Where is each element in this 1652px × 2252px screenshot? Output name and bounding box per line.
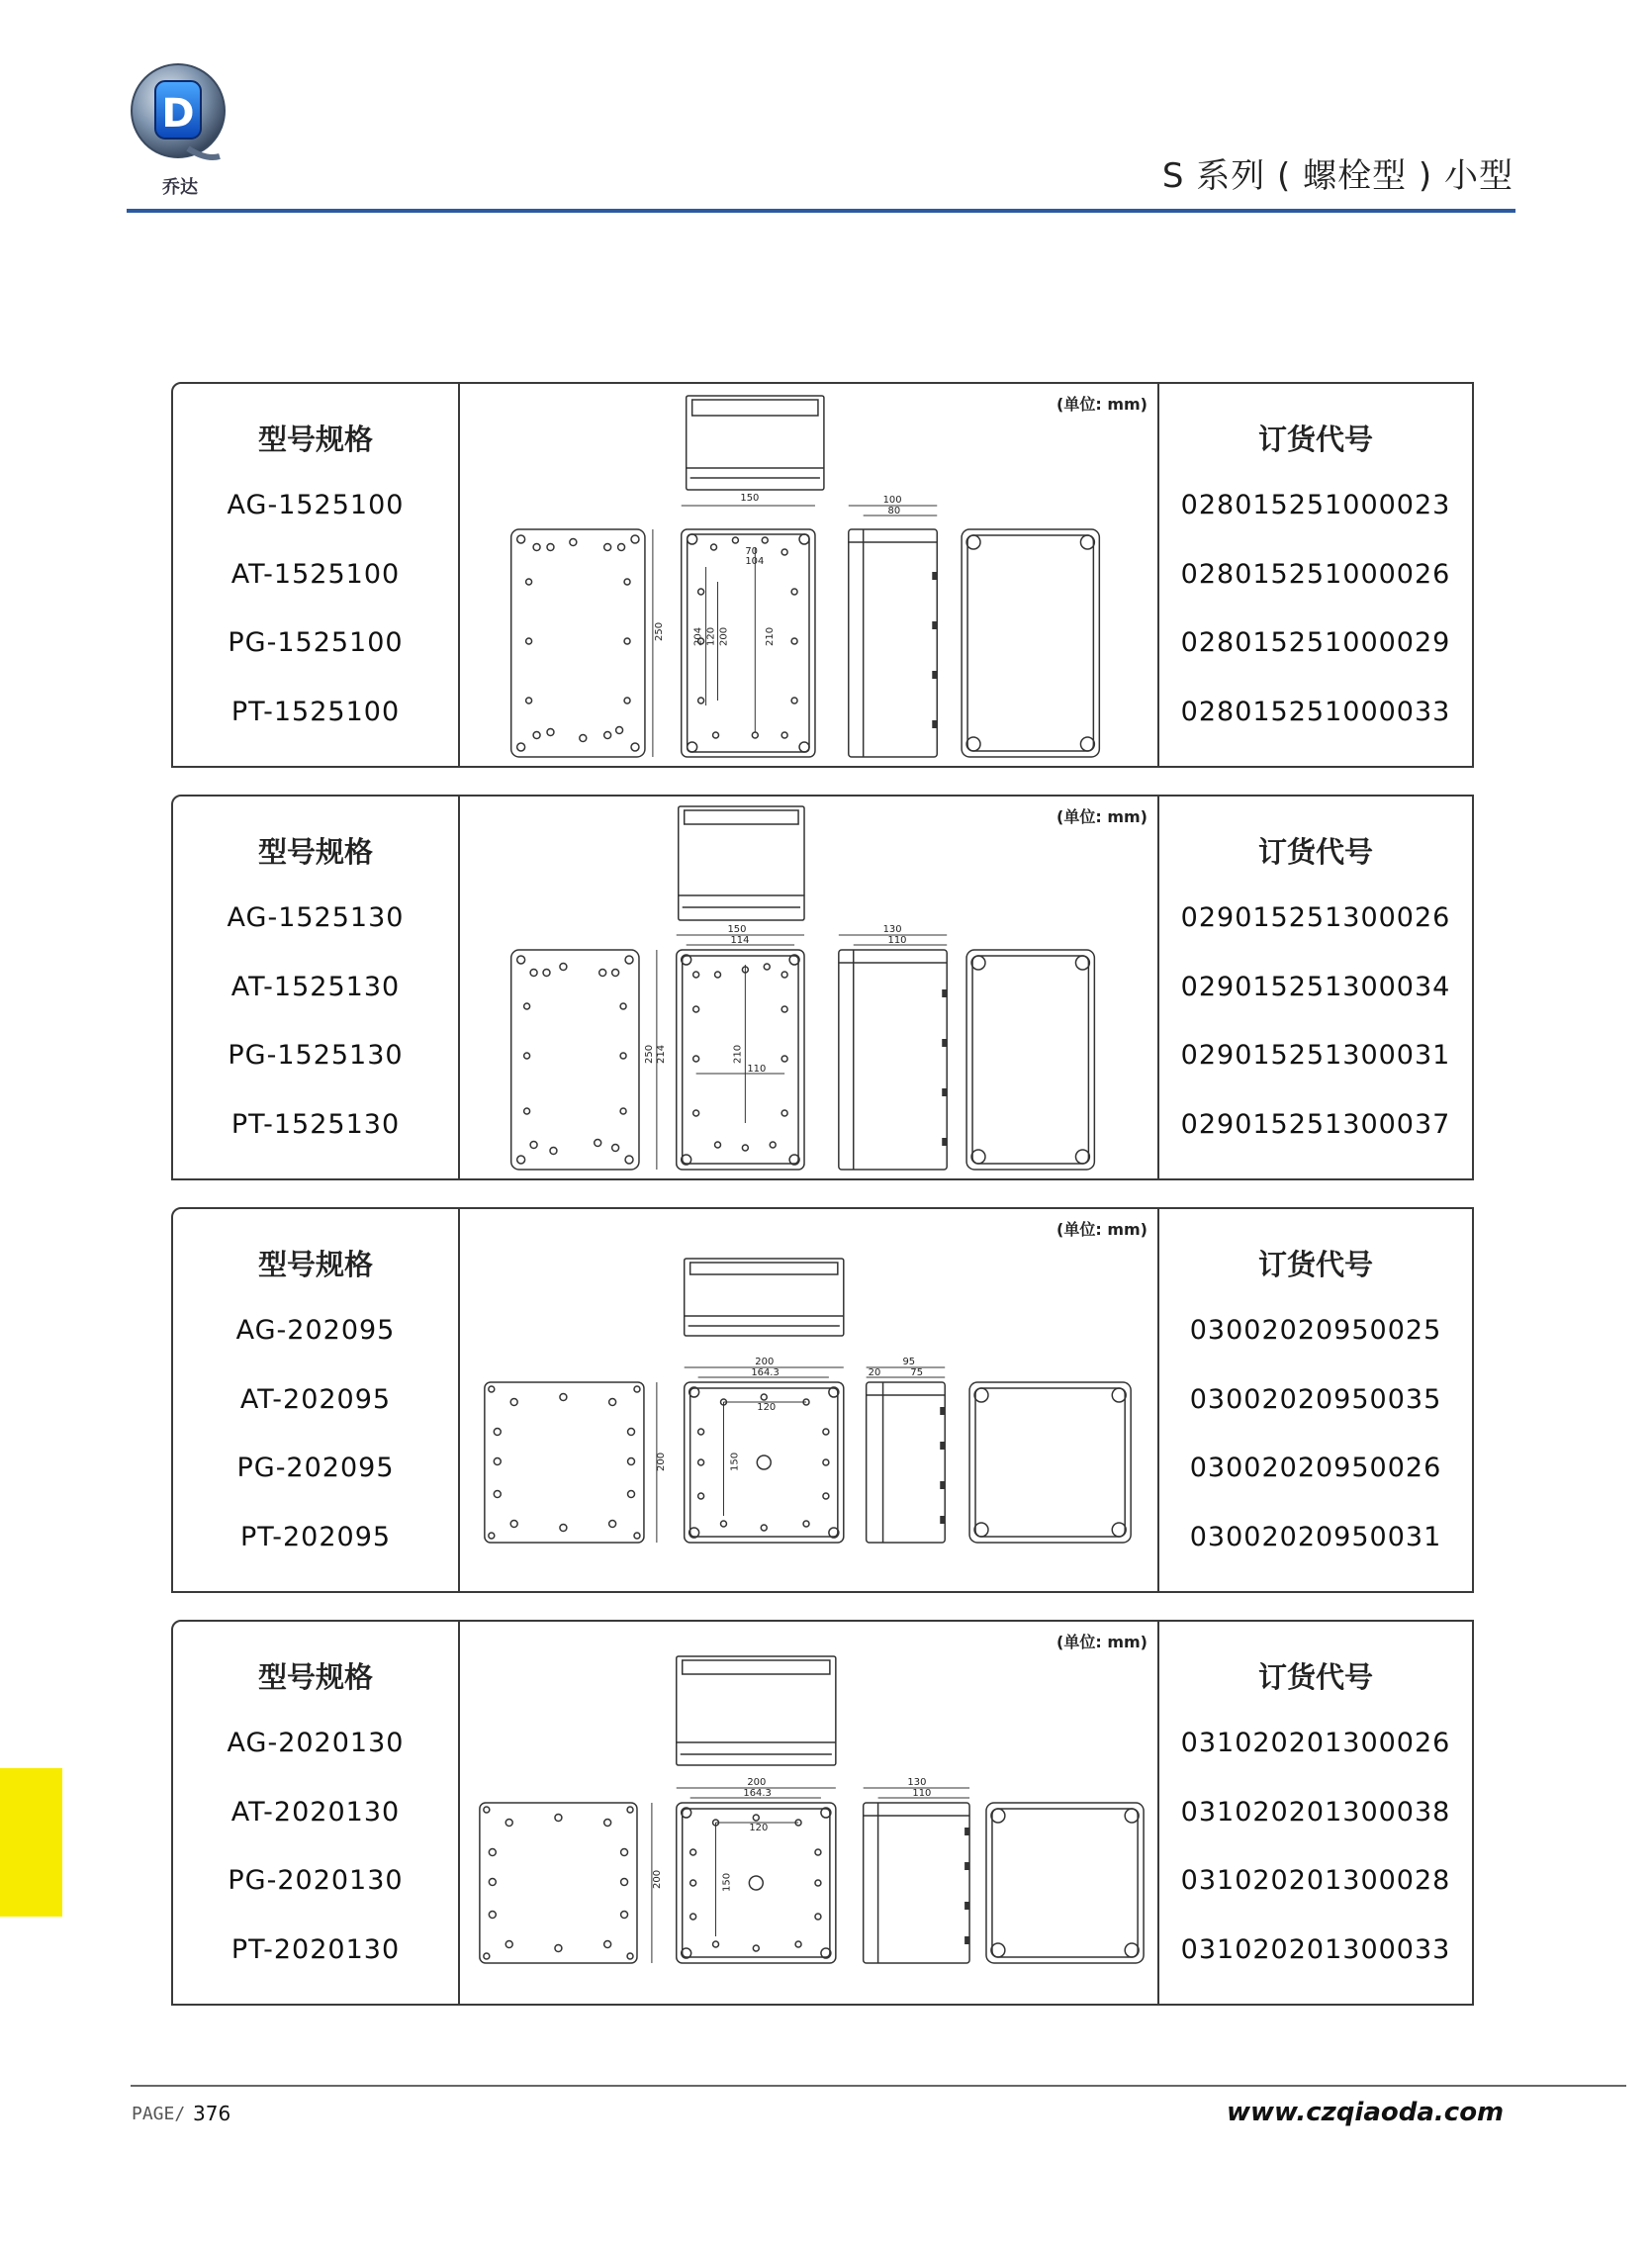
order-code: 031020201300033 — [1180, 1934, 1451, 1965]
order-code: 03002020950026 — [1189, 1453, 1442, 1483]
website-link[interactable]: www.czqiaoda.com — [1227, 2098, 1505, 2127]
dim-height-inner: 214 — [655, 1044, 667, 1064]
spec-column — [173, 1209, 460, 1591]
order-code: 031020201300038 — [1180, 1797, 1451, 1828]
dim-mount-w: 110 — [747, 1063, 767, 1076]
dim-mount-w: 120 — [749, 1822, 769, 1834]
dim-b: 104 — [745, 555, 765, 568]
order-code-column — [1157, 1209, 1472, 1591]
dim-depth-inner: 75 — [910, 1366, 924, 1379]
dim-width-inner: 164.3 — [751, 1366, 780, 1379]
dim-height: 200 — [651, 1869, 663, 1889]
spec-heading: 型号规格 — [257, 1660, 373, 1694]
product-section-2 — [171, 795, 1474, 1180]
dim-mount: 210 — [765, 626, 777, 646]
drawing-column — [460, 384, 1157, 766]
spec-column — [173, 384, 460, 766]
technical-drawing — [460, 1622, 1157, 2004]
dim-lid: 20 — [868, 1366, 881, 1379]
order-code-heading: 订货代号 — [1257, 835, 1373, 869]
drawing-column — [460, 1622, 1157, 2004]
order-code: 031020201300028 — [1180, 1865, 1451, 1896]
dim-depth: 100 — [882, 494, 902, 507]
dim-height: 250 — [653, 621, 665, 641]
model-name: PT-1525130 — [230, 1109, 401, 1140]
product-section-3 — [171, 1207, 1474, 1593]
model-name: AT-2020130 — [230, 1797, 401, 1828]
model-name: PT-202095 — [239, 1522, 392, 1552]
dim-mount: 210 — [732, 1044, 744, 1064]
technical-drawing — [460, 1209, 1157, 1591]
order-code-heading: 订货代号 — [1257, 422, 1373, 456]
logo-letter: D — [161, 91, 195, 137]
order-code-column — [1157, 797, 1472, 1178]
page-label: PAGE/ — [132, 2104, 186, 2124]
model-name: AG-202095 — [235, 1315, 396, 1346]
model-name: PG-1525100 — [228, 627, 404, 658]
order-code-heading: 订货代号 — [1257, 1248, 1373, 1281]
dim-mount: 150 — [729, 1452, 741, 1471]
section-marker-tab — [0, 1768, 62, 1917]
dim-depth: 130 — [882, 923, 902, 936]
page-title: S 系列 ( 螺栓型 ) 小型 — [1161, 156, 1514, 196]
order-code: 031020201300026 — [1180, 1728, 1451, 1758]
dim-width: 150 — [740, 492, 760, 505]
spec-heading: 型号规格 — [257, 422, 373, 456]
dim-width: 200 — [747, 1776, 767, 1789]
technical-drawing — [460, 384, 1157, 766]
dim-mount-w: 120 — [757, 1401, 777, 1414]
dim-depth-inner: 110 — [887, 934, 907, 947]
model-name: AG-1525130 — [227, 902, 405, 933]
order-code: 028015251000033 — [1180, 697, 1451, 727]
dim-width: 150 — [727, 923, 747, 936]
order-code: 03002020950025 — [1189, 1315, 1442, 1346]
dim-depth-inner: 80 — [887, 505, 901, 517]
dim-c: 204 — [692, 626, 704, 646]
unit-label: (单位: mm) — [1056, 1220, 1147, 1239]
order-code: 028015251000023 — [1180, 490, 1451, 520]
drawing-column — [460, 1209, 1157, 1591]
dim-depth-inner: 110 — [912, 1787, 932, 1800]
spec-column — [173, 1622, 460, 2004]
order-code-heading: 订货代号 — [1257, 1660, 1373, 1694]
company-logo — [129, 59, 237, 203]
order-code: 029015251300031 — [1180, 1040, 1451, 1071]
dim-width-inner: 114 — [730, 934, 750, 947]
order-code: 028015251000026 — [1180, 559, 1451, 590]
model-name: PG-202095 — [236, 1453, 395, 1483]
order-code: 03002020950035 — [1189, 1384, 1442, 1415]
order-code-column — [1157, 1622, 1472, 2004]
order-code-column — [1157, 384, 1472, 766]
order-code: 03002020950031 — [1189, 1522, 1442, 1552]
model-name: PT-1525100 — [230, 697, 401, 727]
product-section-4 — [171, 1620, 1474, 2006]
product-section-1 — [171, 382, 1474, 768]
order-code: 029015251300037 — [1180, 1109, 1451, 1140]
model-name: AG-1525100 — [227, 490, 405, 520]
header-divider — [127, 209, 1515, 213]
dim-d: 120 — [705, 626, 717, 646]
model-name: PG-1525130 — [228, 1040, 404, 1071]
model-name: AG-2020130 — [227, 1728, 405, 1758]
dim-depth: 130 — [907, 1776, 927, 1789]
order-code: 029015251300034 — [1180, 972, 1451, 1002]
unit-label: (单位: mm) — [1056, 807, 1147, 826]
footer-divider — [131, 2085, 1626, 2087]
unit-label: (单位: mm) — [1056, 1633, 1147, 1651]
model-name: AT-1525100 — [230, 559, 401, 590]
page-number: 376 — [193, 2102, 231, 2125]
unit-label: (单位: mm) — [1056, 395, 1147, 414]
dim-a: 70 — [745, 545, 759, 558]
model-name: PT-2020130 — [230, 1934, 401, 1965]
order-code: 029015251300026 — [1180, 902, 1451, 933]
model-name: AT-202095 — [239, 1384, 392, 1415]
dim-e: 200 — [718, 626, 730, 646]
spec-column — [173, 797, 460, 1178]
dim-height: 200 — [655, 1452, 667, 1471]
dim-width: 200 — [755, 1356, 775, 1368]
dim-mount: 150 — [721, 1872, 733, 1892]
technical-drawing — [460, 797, 1157, 1178]
dim-width-inner: 164.3 — [743, 1787, 772, 1800]
logo-text: 乔达 — [162, 177, 198, 198]
dim-depth: 95 — [902, 1356, 916, 1368]
order-code: 028015251000029 — [1180, 627, 1451, 658]
spec-heading: 型号规格 — [257, 1248, 373, 1281]
model-name: AT-1525130 — [230, 972, 401, 1002]
dim-height: 250 — [643, 1044, 655, 1064]
drawing-column — [460, 797, 1157, 1178]
model-name: PG-2020130 — [228, 1865, 404, 1896]
spec-heading: 型号规格 — [257, 835, 373, 869]
